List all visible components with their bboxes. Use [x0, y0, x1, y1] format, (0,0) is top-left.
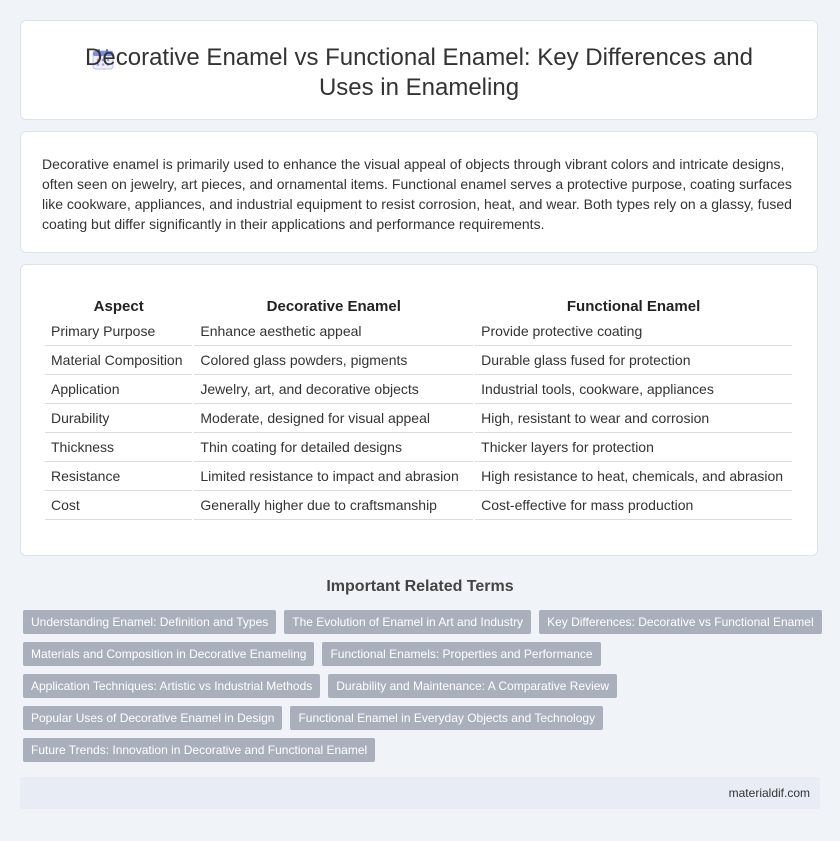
table-row — [45, 433, 792, 462]
table-row — [45, 346, 792, 375]
related-term-link[interactable]: Popular Uses of Decorative Enamel in Design — [23, 706, 282, 730]
page-title: Decorative Enamel vs Functional Enamel: Key Differences and Uses in Enameling — [85, 44, 753, 101]
title-card — [20, 20, 818, 120]
related-terms-heading: Important Related Terms — [326, 578, 514, 595]
table-row — [45, 375, 792, 404]
table-row — [45, 404, 792, 433]
cell-aspect: Cost — [45, 491, 192, 520]
tag-row — [23, 610, 823, 634]
related-term-link[interactable]: Understanding Enamel: Definition and Types — [23, 610, 276, 634]
tag-row — [23, 642, 823, 666]
table-row — [45, 462, 792, 491]
related-term-link[interactable]: Functional Enamel in Everyday Objects and Technology — [290, 706, 603, 730]
cell-decorative: Enhance aesthetic appeal — [194, 317, 473, 346]
tag-row — [23, 706, 823, 730]
header-decorative: Decorative Enamel — [266, 297, 401, 315]
related-term-link[interactable]: Materials and Composition in Decorative Enameling — [23, 642, 314, 666]
cell-decorative: Thin coating for detailed designs — [194, 433, 473, 462]
cell-aspect: Material Composition — [45, 346, 192, 375]
cell-functional: Provide protective coating — [475, 317, 792, 346]
table-header-row — [45, 295, 792, 317]
tag-row — [23, 738, 823, 762]
related-term-link[interactable]: Key Differences: Decorative vs Functional Enamel — [539, 610, 822, 634]
related-term-link[interactable]: Functional Enamels: Properties and Performance — [322, 642, 600, 666]
related-term-link[interactable]: Application Techniques: Artistic vs Industrial Methods — [23, 674, 320, 698]
related-term-link[interactable]: Future Trends: Innovation in Decorative and Functional Enamel — [23, 738, 375, 762]
table-row — [45, 317, 792, 346]
cell-functional: Cost-effective for mass production — [475, 491, 792, 520]
table-row — [45, 491, 792, 520]
cell-aspect: Application — [45, 375, 192, 404]
intro-paragraph: Decorative enamel is primarily used to enhance the visual appeal of objects through vibrant colors and intricate designs, often seen on jewelry, art pieces, and ornamental items. Functional enamel serves a protective purpose, coating surfaces like cookware, appliances, and industrial equipment to resist corrosion, heat, and wear. Both types rely on a glassy, fused coating but differ significantly in their applications and performance requirements. — [42, 156, 792, 232]
footer — [20, 777, 820, 809]
related-term-link[interactable]: The Evolution of Enamel in Art and Industry — [284, 610, 531, 634]
cell-decorative: Generally higher due to craftsmanship — [194, 491, 473, 520]
cell-functional: Industrial tools, cookware, appliances — [475, 375, 792, 404]
cell-functional: High resistance to heat, chemicals, and abrasion — [475, 462, 792, 491]
cell-aspect: Durability — [45, 404, 192, 433]
related-terms-list — [23, 610, 823, 770]
cell-decorative: Moderate, designed for visual appeal — [194, 404, 473, 433]
tag-row — [23, 674, 823, 698]
header-aspect: Aspect — [93, 297, 144, 315]
cell-functional: Durable glass fused for protection — [475, 346, 792, 375]
comparison-table-card — [20, 264, 818, 556]
cell-decorative: Jewelry, art, and decorative objects — [194, 375, 473, 404]
cell-decorative: Limited resistance to impact and abrasion — [194, 462, 473, 491]
comparison-table — [43, 295, 794, 520]
cell-functional: Thicker layers for protection — [475, 433, 792, 462]
cell-decorative: Colored glass powders, pigments — [194, 346, 473, 375]
cell-functional: High, resistant to wear and corrosion — [475, 404, 792, 433]
related-term-link[interactable]: Durability and Maintenance: A Comparative Review — [328, 674, 617, 698]
footer-site-name[interactable]: materialdif.com — [728, 786, 810, 800]
cell-aspect: Primary Purpose — [45, 317, 192, 346]
cell-aspect: Thickness — [45, 433, 192, 462]
header-functional: Functional Enamel — [566, 297, 701, 315]
cell-aspect: Resistance — [45, 462, 192, 491]
intro-card — [20, 131, 818, 253]
